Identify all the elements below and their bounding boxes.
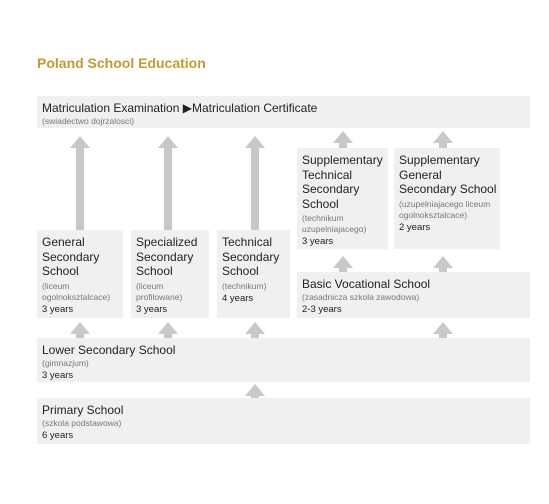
general-secondary-name: General Secondary School — [42, 235, 100, 278]
technical-secondary-box — [217, 230, 290, 318]
lower-secondary-sub: (gimnazjum) — [42, 357, 89, 368]
arrow-head — [245, 322, 265, 334]
arrow-vocational-to-supp-general — [433, 256, 453, 272]
specialized-secondary-sub: (liceum profilowane) — [136, 280, 183, 302]
arrow-supp-general-to-matriculation — [433, 131, 453, 148]
lower-secondary-duration: 3 years — [42, 369, 74, 381]
supplementary-general-duration: 2 years — [399, 221, 431, 233]
arrow-supp-technical-to-matriculation — [333, 131, 353, 148]
general-secondary-box — [37, 230, 123, 318]
arrow-shaft — [339, 143, 347, 148]
supplementary-general-box — [394, 148, 500, 249]
arrow-head — [245, 384, 265, 396]
arrow-shaft — [251, 148, 259, 230]
lower-secondary-name: Lower Secondary School — [42, 343, 176, 357]
supplementary-technical-box — [297, 148, 388, 249]
arrow-lower-to-specialized — [158, 322, 178, 338]
arrow-lower-to-general — [70, 322, 90, 338]
arrow-vocational-to-supp-technical — [333, 256, 353, 272]
general-secondary-duration: 3 years — [42, 303, 74, 315]
arrow-shaft — [76, 334, 84, 338]
arrow-shaft — [251, 334, 259, 338]
arrow-head — [70, 322, 90, 334]
arrow-shaft — [164, 334, 172, 338]
primary-box — [37, 398, 530, 444]
supplementary-technical-duration: 3 years — [302, 236, 334, 247]
supplementary-technical-name: Supplementary Technical Secondary School — [302, 153, 383, 211]
arrow-head — [333, 256, 353, 268]
arrow-head — [70, 136, 90, 148]
technical-secondary-sub: (technikum) — [222, 280, 267, 291]
specialized-secondary-duration: 3 years — [136, 303, 168, 315]
arrow-shaft — [164, 148, 172, 230]
arrow-shaft — [76, 148, 84, 230]
arrow-head — [433, 322, 453, 334]
supplementary-technical-sub: (technikum uzupelniajacego) — [302, 213, 367, 234]
arrow-head — [158, 136, 178, 148]
arrow-lower-to-vocational — [433, 322, 453, 338]
diagram-title: Poland School Education — [37, 55, 206, 71]
arrow-head — [158, 322, 178, 334]
general-secondary-sub: (liceum ogolnoksztalcace) — [42, 280, 111, 302]
arrow-shaft — [251, 396, 259, 398]
basic-vocational-sub: (zasadnicza szkola zawodowa) — [302, 291, 420, 302]
arrow-head — [333, 131, 353, 143]
specialized-secondary-box — [131, 230, 209, 318]
technical-secondary-name: Technical Secondary School — [222, 235, 280, 278]
arrow-shaft — [439, 143, 447, 148]
primary-duration: 6 years — [42, 429, 74, 441]
arrow-shaft — [339, 268, 347, 272]
matriculation-box — [37, 96, 530, 128]
arrow-general-to-matriculation — [70, 136, 90, 230]
basic-vocational-name: Basic Vocational School — [302, 277, 431, 291]
supplementary-general-name: Supplementary General Secondary School — [399, 153, 497, 196]
arrow-shaft — [439, 268, 447, 272]
basic-vocational-duration: 2-3 years — [302, 303, 342, 315]
arrow-technical-to-matriculation — [245, 136, 265, 230]
lower-secondary-box — [37, 338, 530, 382]
primary-name: Primary School — [42, 403, 124, 417]
arrow-head — [433, 256, 453, 268]
specialized-secondary-name: Specialized Secondary School — [136, 235, 198, 278]
arrow-specialized-to-matriculation — [158, 136, 178, 230]
arrow-head — [433, 131, 453, 143]
supplementary-general-sub: (uzupelniajacego liceum ogolnoksztalcace) — [399, 198, 491, 220]
arrow-lower-to-technical — [245, 322, 265, 338]
arrow-head — [245, 136, 265, 148]
matriculation-sub: (swiadectwo dojrzalosci) — [42, 115, 135, 126]
primary-sub: (szkola podstawowa) — [42, 417, 122, 428]
matriculation-label: Matriculation Examination ▶Matriculation Certificate — [42, 101, 318, 115]
arrow-primary-to-lower — [245, 384, 265, 398]
arrow-shaft — [439, 334, 447, 338]
technical-secondary-duration: 4 years — [222, 292, 254, 304]
basic-vocational-box — [297, 272, 530, 318]
